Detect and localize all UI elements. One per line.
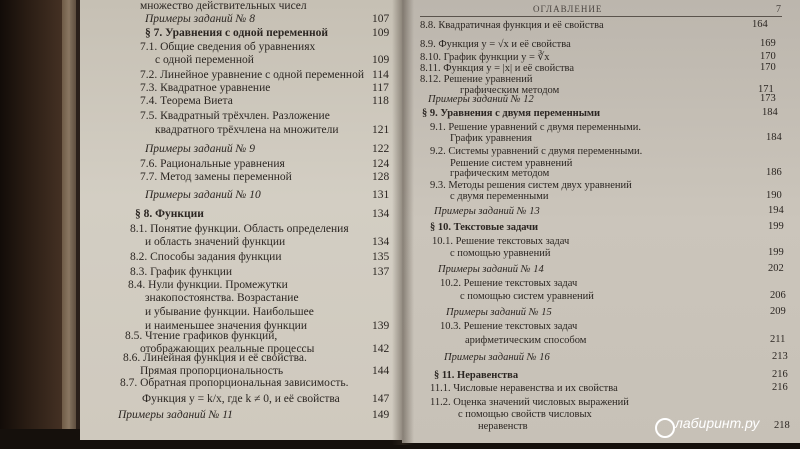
toc-entry-page: 107 [372,13,390,25]
toc-entry-title: 9.1. Решение уравнений с двумя переменными. [430,122,641,133]
toc-entry [140,95,233,108]
toc-entry-page: 134 [372,208,390,220]
toc-entry-page: 149 [372,409,390,421]
toc-entry-title: Решение систем уравнений [450,158,573,169]
toc-entry [438,263,544,276]
toc-entry-title: 8.4. Нули функции. Промежутки [128,279,288,291]
toc-entry-page: 137 [372,266,390,278]
toc-entry [450,190,549,203]
toc-entry-page: 147 [372,393,390,405]
toc-entry-title: 7.3. Квадратное уравнение [140,82,271,94]
toc-entry [145,236,285,249]
toc-entry [444,351,550,364]
toc-entry-title: отображающих реальные процессы [140,343,315,355]
toc-entry-title: 8.1. Понятие функции. Область определения [130,223,349,235]
toc-entry-title: § 10. Текстовые задачи [430,222,539,233]
toc-entry-page: 124 [372,158,390,170]
toc-entry-page: 184 [766,132,782,143]
toc-entry-page: 114 [372,69,389,81]
toc-entry [465,334,586,347]
toc-entry [140,82,270,95]
toc-entry-page: 122 [372,143,390,155]
toc-entry [434,205,540,218]
toc-entry-page: 194 [768,205,784,216]
toc-entry [450,247,550,260]
toc-entry [422,107,600,120]
toc-entry-title: с двумя переменными [450,191,549,202]
toc-entry-title: Прямая пропорциональность [140,365,284,377]
running-header: ОГЛАВЛЕНИЕ [533,4,603,14]
toc-entry [142,393,340,406]
toc-entry-page: 216 [772,369,788,380]
toc-entry-page: 118 [372,95,389,107]
toc-entry [420,19,604,32]
toc-entry-title: 8.2. Способы задания функции [130,251,282,263]
toc-entry-title: График уравнения [450,133,532,144]
header-rule [420,16,782,17]
toc-entry-title: § 11. Неравенства [434,370,519,381]
toc-entry [440,277,577,290]
book-edge [0,0,70,449]
toc-entry-page: 173 [760,93,776,104]
toc-entry-page: 135 [372,251,390,263]
toc-entry-title: 8.9. Функция y = √x и её свойства [420,39,571,50]
page-number: 7 [776,4,782,15]
toc-entry [145,189,261,202]
toc-entry [130,223,349,236]
toc-entry-title: 9.2. Системы уравнений с двумя переменными. [430,146,643,157]
toc-entry-title: 7.5. Квадратный трёхчлен. Разложение [140,110,330,122]
toc-entry-title: Примеры заданий № 13 [434,206,540,217]
toc-entry-page: 139 [372,320,390,332]
toc-entry-page: 121 [372,124,390,136]
toc-entry [135,208,204,221]
toc-entry-title: Примеры заданий № 11 [118,409,233,421]
toc-entry [155,54,254,67]
book-cover-edge [62,0,76,449]
toc-entry-page: 171 [758,84,774,95]
toc-entry [128,279,288,292]
toc-entry-page: 199 [768,221,784,232]
toc-entry-title: и область значений функции [145,236,286,248]
toc-entry-title: 8.12. Решение уравнений [420,74,533,85]
toc-entry [430,382,618,395]
toc-entry-title: с помощью уравнений [450,248,551,259]
book-gutter [392,0,414,445]
toc-entry [478,420,528,433]
toc-entry-title: 7.7. Метод замены переменной [140,171,292,183]
toc-entry-page: 186 [766,167,782,178]
toc-entry-title: множество действительных чисел [140,0,307,12]
toc-entry-title: арифметическим способом [465,335,587,346]
toc-entry-page: 109 [372,54,390,66]
toc-entry-page: 202 [768,263,784,274]
toc-entry-title: 8.6. Линейная функция и её свойства. [123,352,307,364]
toc-entry-title: § 7. Уравнения с одной переменной [145,27,328,39]
toc-entry [140,69,364,82]
toc-entry [440,320,577,333]
toc-entry-title: с помощью свойств числовых [458,409,592,420]
toc-entry-title: Примеры заданий № 15 [446,307,552,318]
toc-entry-page: 117 [372,82,389,94]
toc-entry-title: 10.3. Решение текстовых задач [440,321,578,332]
toc-entry-page: 170 [760,51,776,62]
toc-entry-title: Примеры заданий № 14 [438,264,544,275]
toc-entry [450,132,532,145]
toc-entry-title: квадратного трёхчлена на множители [155,124,339,136]
toc-entry-title: 7.2. Линейное уравнение с одной переменной [140,69,364,81]
toc-entry [140,171,292,184]
toc-entry-title: Примеры заданий № 16 [444,352,550,363]
toc-entry-title: 7.1. Общие сведения об уравнениях [140,41,316,53]
toc-entry-title: и убывание функции. Наибольшее [145,306,314,318]
toc-entry-page: 131 [372,189,390,201]
toc-entry-page: 184 [762,107,778,118]
toc-entry [120,377,348,390]
toc-entry-page: 134 [372,236,390,248]
toc-entry-page: 213 [772,351,788,362]
toc-entry-title: 8.5. Чтение графиков функций, [125,330,278,342]
toc-entry [145,292,299,305]
toc-entry [130,266,232,279]
toc-entry-page: 169 [760,38,776,49]
toc-entry [140,0,307,13]
toc-entry [140,41,315,54]
toc-entry [145,13,255,26]
toc-entry-title: 11.1. Числовые неравенства и их свойства [430,383,618,394]
toc-entry-title: 10.1. Решение текстовых задач [432,236,570,247]
toc-entry-title: 10.2. Решение текстовых задач [440,278,578,289]
toc-entry-page: 144 [372,365,390,377]
toc-entry [460,290,594,303]
toc-entry-page: 218 [774,420,790,431]
toc-entry-title: графическим методом [460,85,560,96]
toc-entry-title: неравенств [478,421,528,432]
toc-entry-page: 216 [772,382,788,393]
toc-entry-title: § 8. Функции [135,208,204,220]
toc-entry-page: 170 [760,62,776,73]
toc-entry [145,306,314,319]
toc-entry-title: 8.10. График функции y = ∛x [420,52,550,63]
toc-entry [140,110,330,123]
toc-entry-title: Примеры заданий № 12 [428,94,534,105]
toc-entry-page: 109 [372,27,390,39]
watermark: лабиринт.ру [675,415,760,431]
toc-entry-title: 8.8. Квадратичная функция и её свойства [420,20,604,31]
toc-entry-title: 8.7. Обратная пропорциональная зависимость. [120,377,349,389]
toc-entry-title: 9.3. Методы решения систем двух уравнений [430,180,632,191]
labirint-logo-icon [655,418,675,438]
toc-entry-title: 7.4. Теорема Виета [140,95,233,107]
toc-entry-page: 164 [752,19,768,30]
toc-entry-title: с одной переменной [155,54,254,66]
toc-entry [123,352,307,365]
toc-entry [145,27,328,40]
toc-entry [428,93,534,106]
toc-entry-title: 11.2. Оценка значений числовых выражений [430,397,629,408]
toc-entry-title: Функция y = k/x, где k ≠ 0, и её свойства [142,393,340,405]
toc-entry [420,38,571,51]
toc-entry-title: знакопостоянства. Возрастание [145,292,299,304]
toc-entry-page: 128 [372,171,390,183]
toc-entry-page: 211 [770,334,786,345]
toc-entry-page: 206 [770,290,786,301]
toc-entry-page: 209 [770,306,786,317]
toc-entry [430,221,538,234]
toc-entry-title: графическим методом [450,168,550,179]
toc-entry [434,369,518,382]
toc-entry-page: 190 [766,190,782,201]
toc-entry [446,306,552,319]
toc-entry [155,124,338,137]
toc-entry [118,409,233,422]
toc-entry-title: 8.3. График функции [130,266,233,278]
toc-entry-title: 7.6. Рациональные уравнения [140,158,285,170]
toc-entry-title: 8.11. Функция y = |x| и её свойства [420,63,575,74]
toc-entry [140,158,285,171]
toc-entry-title: Примеры заданий № 9 [145,143,256,155]
toc-entry [130,251,282,264]
toc-entry-page: 142 [372,343,390,355]
toc-entry-page: 199 [768,247,784,258]
toc-entry-title: с помощью систем уравнений [460,291,594,302]
toc-entry-title: Примеры заданий № 10 [145,189,261,201]
toc-entry-title: и наименьшее значения функции [145,320,307,332]
toc-entry-title: § 9. Уравнения с двумя переменными [422,108,601,119]
toc-entry [145,143,255,156]
toc-entry-title: Примеры заданий № 8 [145,13,256,25]
toc-entry [125,330,277,343]
